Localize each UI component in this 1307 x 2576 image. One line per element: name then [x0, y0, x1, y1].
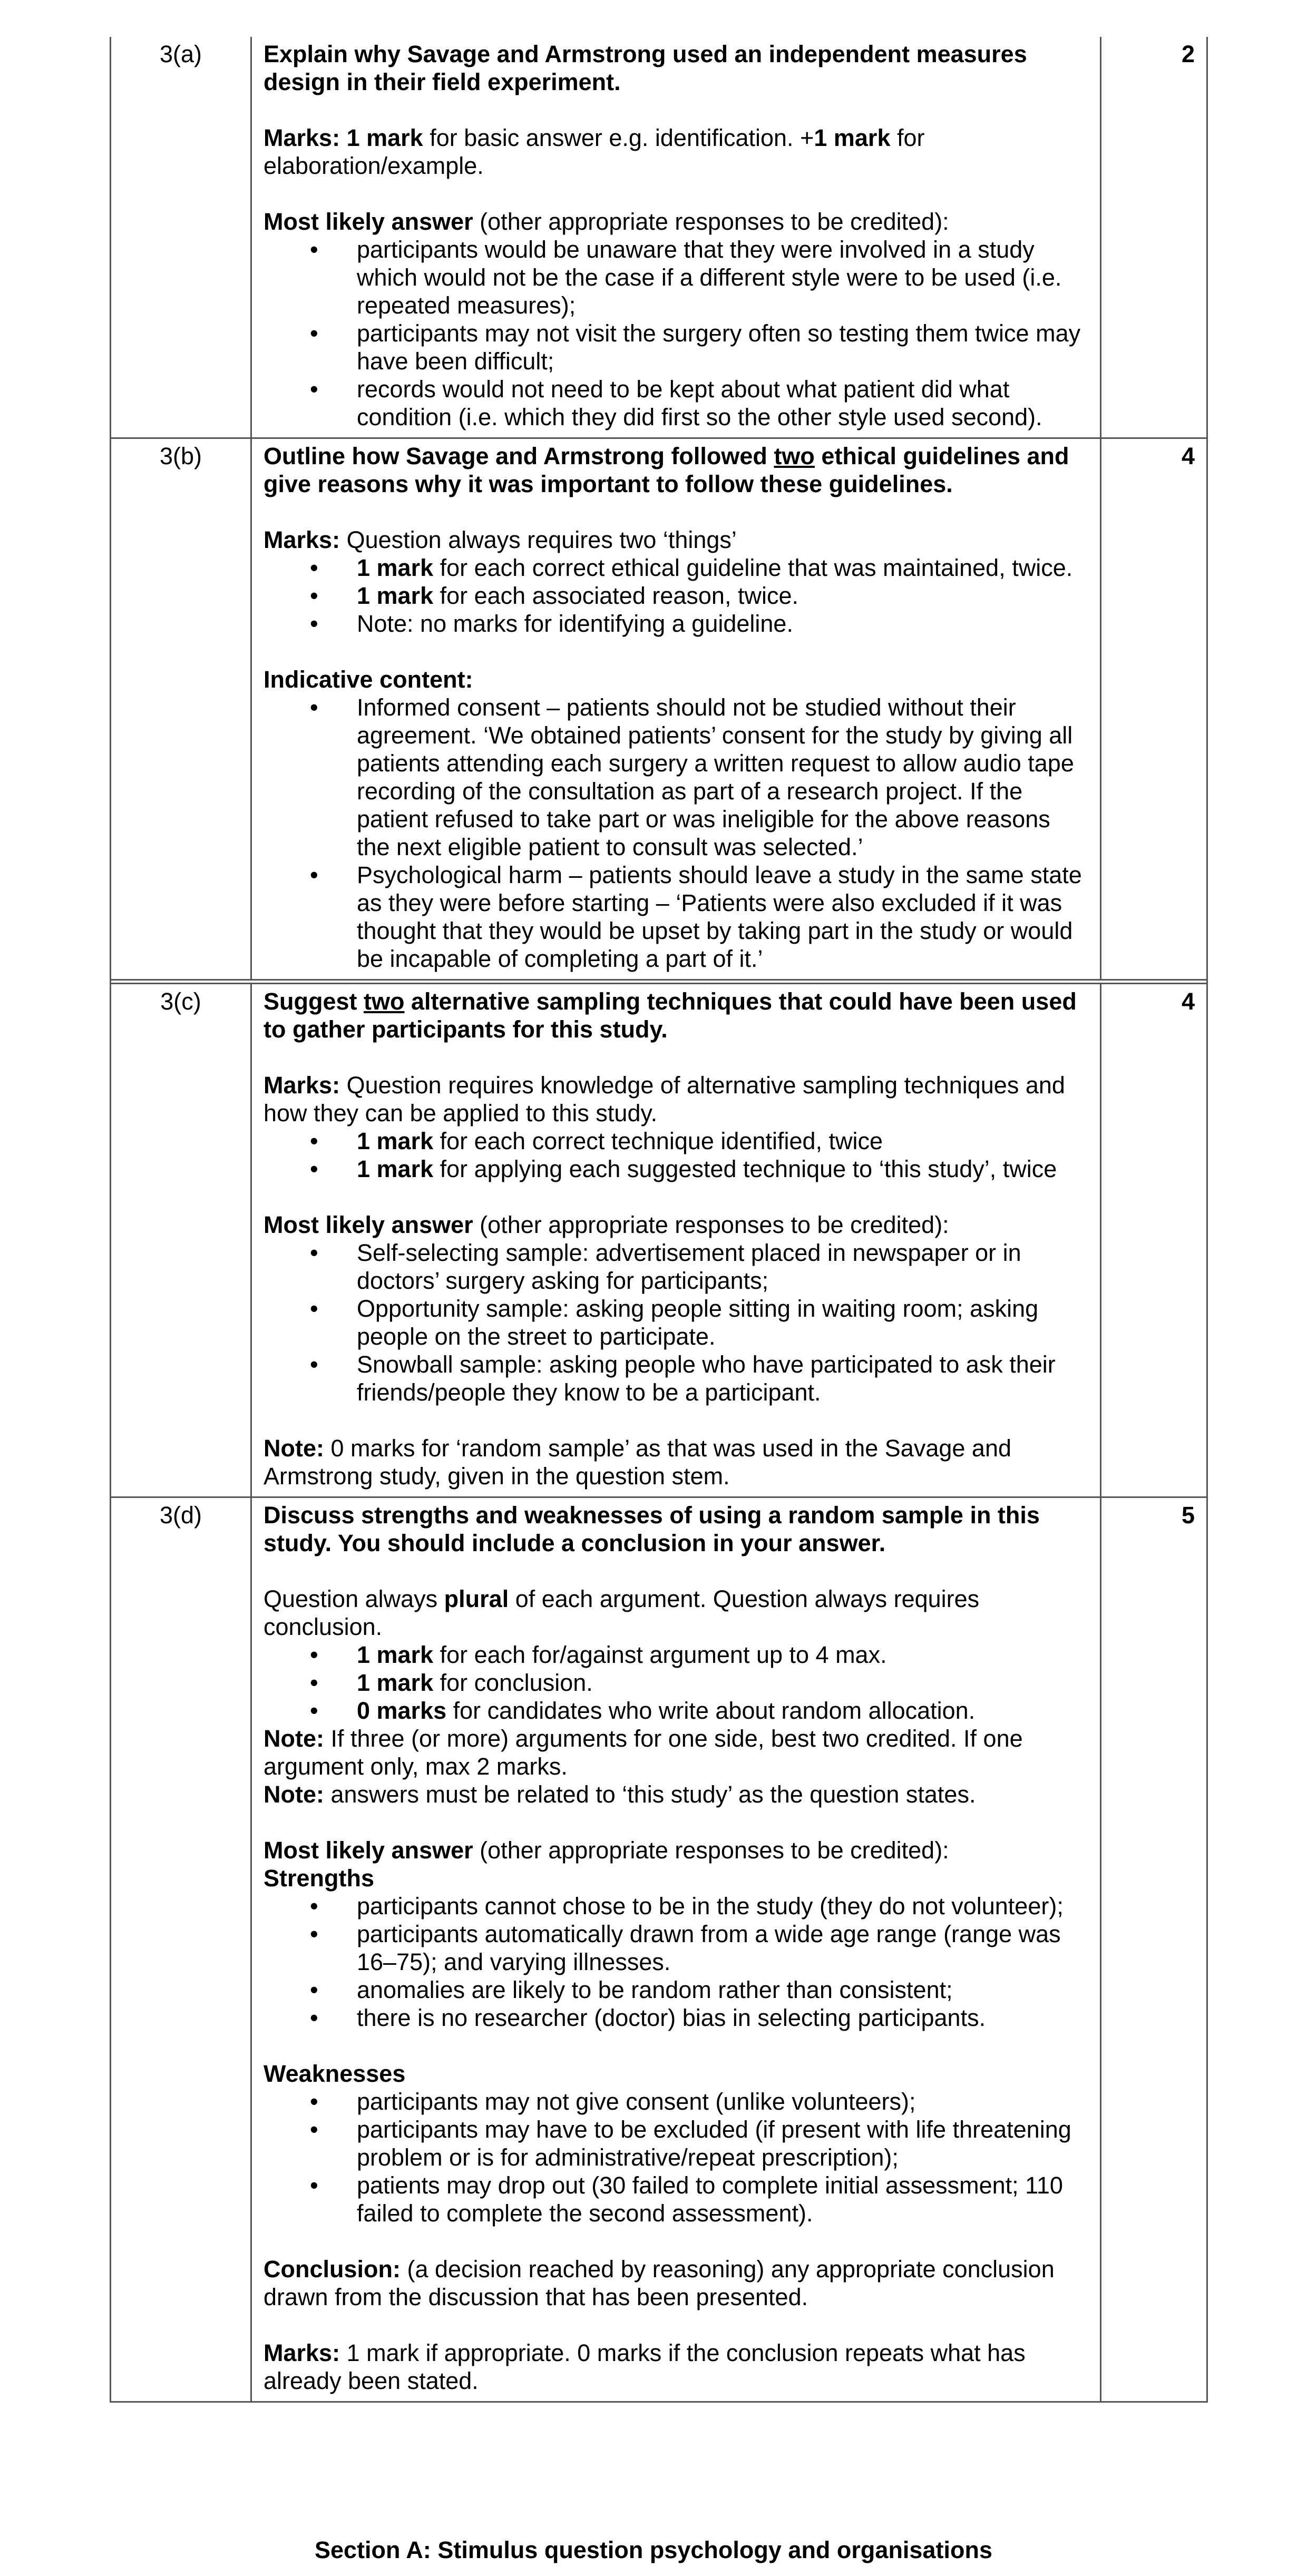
list-item: • patients may drop out (30 failed to complete initial assessment; 110 failed to complete the second assessment). — [264, 2171, 1089, 2227]
list-item: • participants cannot chose to be in the study (they do not volunteer); — [264, 1892, 1089, 1920]
marks-guidance: Question always plural of each argument. Question always requires conclusion. — [264, 1585, 980, 1640]
list-item: • 1 mark for each correct technique identified, twice — [264, 1127, 1089, 1155]
question-text: Outline how Savage and Armstrong followed two ethical guidelines and give reasons why it was important to follow these guidelines. — [264, 443, 1069, 497]
marks-available: 2 — [1181, 41, 1195, 67]
strengths-heading: Strengths — [264, 1865, 375, 1892]
indicative-content-heading: Indicative content: — [264, 666, 473, 693]
answer-list — [264, 1239, 1089, 1406]
list-item: • Snowball sample: asking people who have participated to ask their friends/people they know to be a participant. — [264, 1350, 1089, 1406]
list-item: • Informed consent – patients should not be studied without their agreement. ‘We obtained patients’ consent for the study by giving all patients attending each surgery a written request to allow audio tape recording of the consultation as part of a research project. If the patient refused to take part or was ineligible for the above reasons the next eligible patient to consult was selected.’ — [264, 693, 1089, 861]
note-text: Note: answers must be related to ‘this study’ as the question states. — [264, 1781, 976, 1808]
section-footer-title: Section A: Stimulus question psychology and organisations — [315, 2536, 992, 2563]
final-marks-text: Marks: 1 mark if appropriate. 0 marks if the conclusion repeats what has already been stated. — [264, 2339, 1026, 2394]
list-item: • records would not need to be kept about what patient did what condition (i.e. which they did first so the other style used second). — [264, 375, 1089, 431]
question-number: 3(d) — [111, 1498, 252, 2401]
question-row-3b — [111, 439, 1206, 984]
list-item: • participants may have to be excluded (if present with life threatening problem or is for administrative/repeat prescription); — [264, 2115, 1089, 2171]
answer-list — [264, 236, 1089, 431]
answer-heading: Most likely answer (other appropriate responses to be credited): — [264, 208, 949, 235]
marks-available: 4 — [1181, 988, 1195, 1015]
list-item: • participants automatically drawn from a wide age range (range was 16–75); and varying illnesses. — [264, 1920, 1089, 1976]
list-item: • Note: no marks for identifying a guideline. — [264, 610, 1089, 638]
list-item: • there is no researcher (doctor) bias in selecting participants. — [264, 2004, 1089, 2032]
question-row-3a — [111, 37, 1206, 439]
question-text: Discuss strengths and weaknesses of using a random sample in this study. You should include a conclusion in your answer. — [264, 1502, 1040, 1556]
list-item: • participants may not give consent (unlike volunteers); — [264, 2088, 1089, 2115]
list-item: • 1 mark for each for/against argument up to 4 max. — [264, 1641, 1089, 1669]
note-text: Note: 0 marks for ‘random sample’ as that was used in the Savage and Armstrong study, given in the question stem. — [264, 1435, 1011, 1490]
list-item: • 0 marks for candidates who write about random allocation. — [264, 1697, 1089, 1725]
marks-guidance: Marks: Question requires knowledge of alternative sampling techniques and how they can be applied to this study. — [264, 1072, 1065, 1127]
question-number: 3(c) — [111, 984, 252, 1496]
weaknesses-heading: Weaknesses — [264, 2060, 406, 2087]
marks-guidance: Marks: Question always requires two ‘things’ — [264, 526, 737, 553]
list-item: • Self-selecting sample: advertisement placed in newspaper or in doctors’ surgery asking for participants; — [264, 1239, 1089, 1295]
answer-list — [264, 693, 1089, 973]
list-item: • 1 mark for each correct ethical guideline that was maintained, twice. — [264, 554, 1089, 582]
marks-available: 5 — [1181, 1502, 1195, 1529]
marks-list — [264, 1127, 1089, 1183]
strengths-list — [264, 1892, 1089, 2032]
question-text: Suggest two alternative sampling techniques that could have been used to gather participants for this study. — [264, 988, 1077, 1043]
list-item: • Psychological harm – patients should leave a study in the same state as they were before starting – ‘Patients were also excluded if it was thought that they would be upset by taking part in the study or would be incapable of completing a part of it.’ — [264, 861, 1089, 973]
question-text: Explain why Savage and Armstrong used an independent measures design in their field experiment. — [264, 41, 1027, 95]
question-content — [252, 984, 1101, 1496]
question-content — [252, 37, 1101, 437]
list-item: • 1 mark for each associated reason, twice. — [264, 582, 1089, 610]
question-number: 3(a) — [111, 37, 252, 437]
list-item: • Opportunity sample: asking people sitting in waiting room; asking people on the street to participate. — [264, 1295, 1089, 1350]
weaknesses-list — [264, 2088, 1089, 2227]
note-text: Note: If three (or more) arguments for one side, best two credited. If one argument only, max 2 marks. — [264, 1725, 1023, 1780]
question-content — [252, 439, 1101, 979]
list-item: • 1 mark for applying each suggested technique to ‘this study’, twice — [264, 1155, 1089, 1183]
conclusion-text: Conclusion: (a decision reached by reasoning) any appropriate conclusion drawn from the discussion that has been presented. — [264, 2256, 1055, 2310]
answer-heading: Most likely answer (other appropriate responses to be credited): — [264, 1837, 949, 1864]
mark-scheme-table — [110, 37, 1208, 2403]
list-item: • 1 mark for conclusion. — [264, 1669, 1089, 1697]
question-content — [252, 1498, 1101, 2401]
list-item: • participants would be unaware that they were involved in a study which would not be the case if a different style were to be used (i.e. repeated measures); — [264, 236, 1089, 319]
question-number: 3(b) — [111, 439, 252, 979]
list-item: • participants may not visit the surgery often so testing them twice may have been difficult; — [264, 319, 1089, 375]
question-row-3c — [111, 984, 1206, 1498]
answer-heading: Most likely answer (other appropriate responses to be credited): — [264, 1211, 949, 1238]
list-item: • anomalies are likely to be random rather than consistent; — [264, 1976, 1089, 2004]
marks-available: 4 — [1181, 443, 1195, 469]
marks-list — [264, 1641, 1089, 1725]
question-row-3d — [111, 1498, 1206, 2403]
marks-list — [264, 554, 1089, 638]
marks-guidance: Marks: 1 mark for basic answer e.g. identification. +1 mark for elaboration/example. — [264, 124, 925, 179]
